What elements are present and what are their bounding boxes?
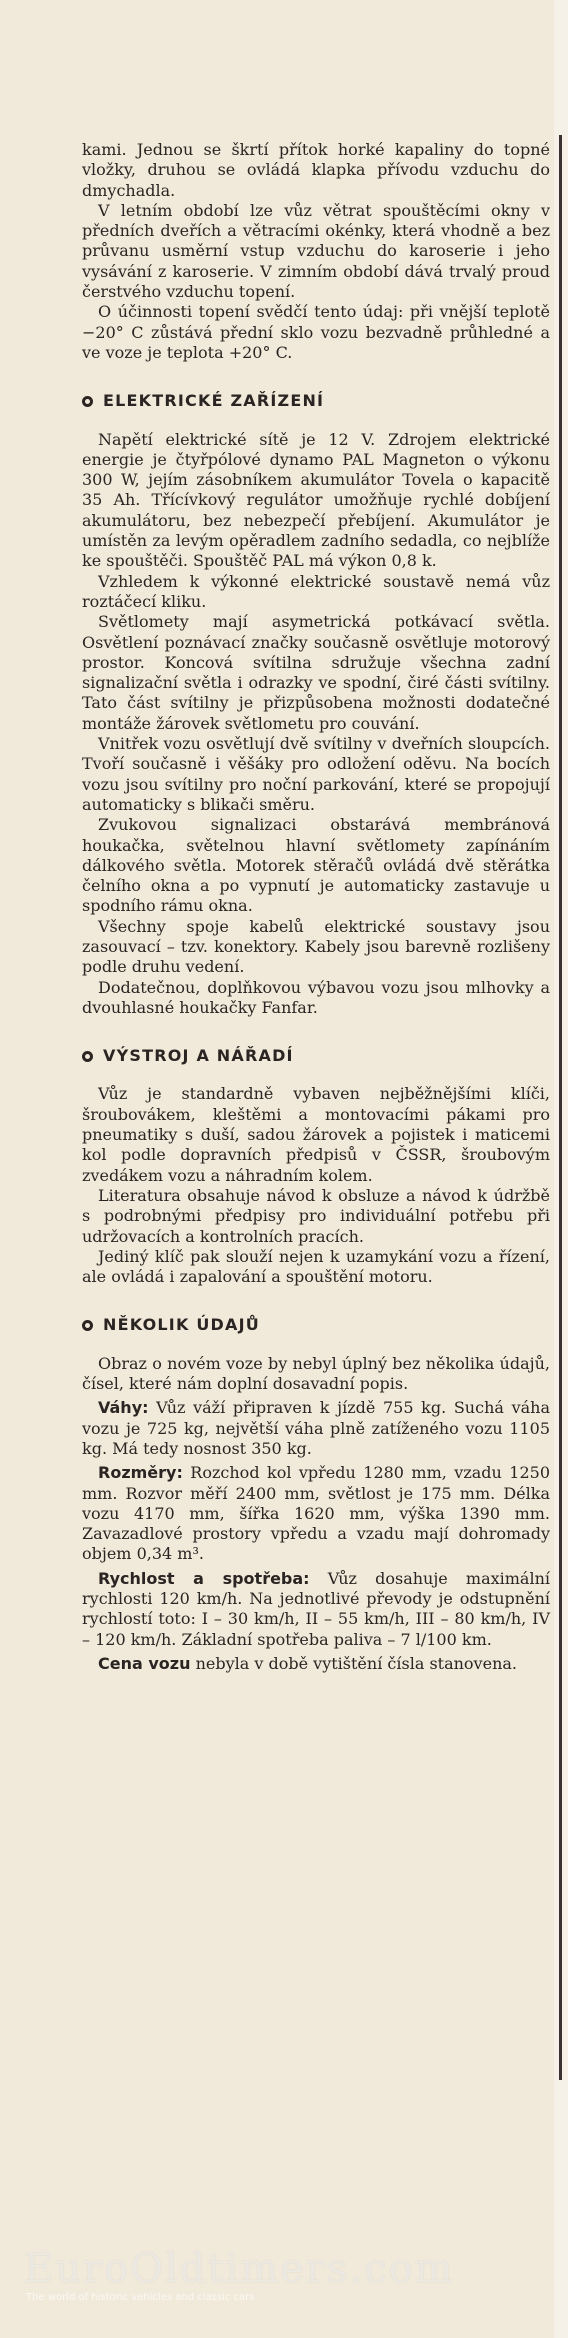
equipment-paragraph: Vůz je standardně vybaven nejběžnějšími klíči, šroubovákem, kleštěmi a montovacími pákami pro pneumatiky s duší, sadou žárovek a pojistek i maticemi kol podle dopravních předpisů v ČSSR, šroubovým zvedákem vozu a náhradním kolem. — [82, 1084, 550, 1185]
section-heading-data — [82, 1315, 550, 1335]
data-intro-paragraph: Obraz o novém voze by nebyl úplný bez několika údajů, čísel, které nám doplní dosavadní popis. — [82, 1353, 550, 1394]
electrical-paragraph: Vzhledem k výkonné elektrické soustavě nemá vůz roztáčecí kliku. — [82, 571, 550, 611]
spec-term: Rychlost a spotřeba: — [98, 1568, 310, 1588]
intro-paragraph-1: kami. Jednou se škrtí přítok horké kapaliny do topné vložky, druhou se ovládá klapka přívodu vzduchu do dmychadla. — [82, 140, 550, 200]
section-bullet-icon — [82, 396, 93, 407]
section-bullet-icon — [82, 1320, 93, 1331]
section-heading-text: ELEKTRICKÉ ZAŘÍZENÍ — [103, 391, 325, 411]
spec-speed-consumption — [82, 1569, 550, 1650]
equipment-paragraph: Jediný klíč pak slouží nejen k uzamykání vozu a řízení, ale ovládá i zapalování a spouštění motoru. — [82, 1246, 550, 1287]
spec-text: Vůz dosahuje maximální rychlosti 120 km/h. Na jednotlivé převody je odstupnění rychlostí toto: I – 30 km/h, II – 55 km/h, III – 80 km/h, IV – 120 km/h. Základní spotřeba paliva – 7 l/100 km. — [82, 1568, 551, 1649]
intro-paragraph-2: V letním období lze vůz větrat spouštěcími okny v předních dveřích a větracími okénky, která vhodně a bez průvanu usměrní vstup vzduchu do karoserie i jeho vysávání z karoserie. V zimním období dává trvalý proud čerstvého vzduchu topení. — [82, 200, 550, 302]
spec-text: nebyla v době vytištění čísla stanovena. — [190, 1653, 517, 1673]
watermark-tagline: The world of historic vehicles and classic cars — [26, 2292, 255, 2303]
spec-term: Cena vozu — [98, 1653, 191, 1673]
article-column — [82, 140, 550, 1674]
section-bullet-icon — [82, 1051, 93, 1062]
spec-term: Váhy: — [98, 1398, 149, 1418]
section-heading-text: NĚKOLIK ÚDAJŮ — [103, 1315, 260, 1335]
electrical-paragraph: Dodatečnou, doplňkovou výbavou vozu jsou mlhovky a dvouhlasné houkačky Fanfar. — [82, 977, 550, 1017]
intro-paragraph-3: O účinnosti topení svědčí tento údaj: při vnější teplotě −20° C zůstává přední sklo vozu bezvadně průhledné a ve voze je teplota +20° C. — [82, 302, 550, 362]
electrical-paragraph: Světlomety mají asymetrická potkávací světla. Osvětlení poznávací značky současně osvětluje motorový prostor. Koncová svítilna sdružuje všechna zadní signalizační světla i odrazky ve spodní, čiré části svítilny. Tato část svítilny je přizpůsobena možnosti dodatečné montáže žárovek světlometu pro couvání. — [82, 612, 550, 733]
section-heading-electrical — [82, 391, 550, 411]
electrical-paragraph: Zvukovou signalizaci obstarává membránová houkačka, světelnou hlavní světlomety zapínáním dálkového světla. Motorek stěračů ovládá dvě stěrátka čelního okna a po vypnutí je automaticky zastavuje u spodního rámu okna. — [82, 815, 550, 916]
section-heading-equipment — [82, 1046, 550, 1066]
section-heading-text: VÝSTROJ A NÁŘADÍ — [103, 1046, 294, 1066]
spec-text: Rozchod kol vpředu 1280 mm, vzadu 1250 mm. Rozvor měří 2400 mm, světlost je 175 mm. Délka vozu 4170 mm, šířka 1620 mm, výška 1390 mm. Zavazadlové prostory vpředu a vzadu mají dohromady objem 0,34 m³. — [82, 1463, 550, 1564]
spec-text: Vůz váží připraven k jízdě 755 kg. Suchá váha vozu je 725 kg, největší váha plně zatíženého vozu 1105 kg. Má tedy nosnost 350 kg. — [82, 1398, 550, 1458]
spec-dimensions — [82, 1463, 550, 1564]
spec-term: Rozměry: — [98, 1463, 183, 1483]
electrical-paragraph: Vnitřek vozu osvětlují dvě svítilny v dveřních sloupcích. Tvoří současně i věšáky pro odložení oděvu. Na bocích vozu jsou svítilny pro noční parkování, které se propojují automaticky s blikači směru. — [82, 734, 550, 814]
watermark-logo: EuroOldtimers.com — [24, 2246, 455, 2292]
column-rule — [559, 135, 562, 2080]
electrical-paragraph: Napětí elektrické sítě je 12 V. Zdrojem elektrické energie je čtyřpólové dynamo PAL Magneton o výkonu 300 W, jejím zásobníkem akumulátor Tovela o kapacitě 35 Ah. Třícívkový regulátor umožňuje rychlé dobíjení akumulátoru, bez nebezpečí přebíjení. Akumulátor je umístěn za levým opěradlem zadního sedadla, co nejblíže ke spouštěči. Spouštěč PAL má výkon 0,8 k. — [82, 429, 550, 571]
spec-price — [82, 1654, 550, 1674]
equipment-paragraph: Literatura obsahuje návod k obsluze a návod k údržbě s podrobnými předpisy pro individuální potřebu při udržovacích a kontrolních pracích. — [82, 1185, 550, 1246]
electrical-paragraph: Všechny spoje kabelů elektrické soustavy jsou zasouvací – tzv. konektory. Kabely jsou barevně rozlišeny podle druhu vedení. — [82, 916, 550, 977]
spec-weights — [82, 1398, 550, 1459]
